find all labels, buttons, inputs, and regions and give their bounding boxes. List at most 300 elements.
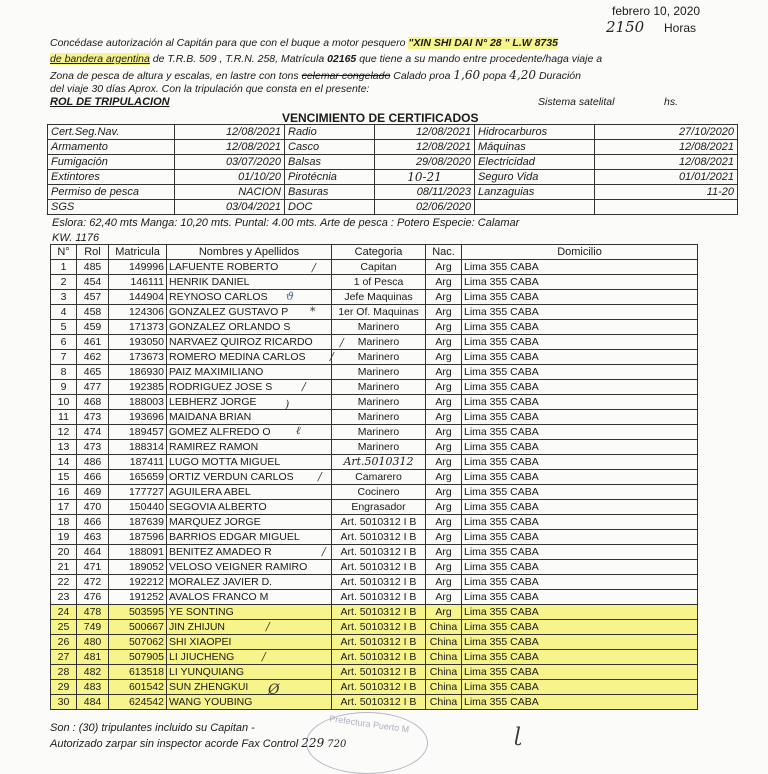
footer-line-1: Son : (30) tripulantes incluido su Capitan -: [50, 722, 255, 734]
crew-nationality: Arg: [426, 470, 462, 485]
check-mark: *: [310, 305, 316, 318]
cert-row: [48, 200, 738, 215]
crew-matricula: 188003: [109, 395, 167, 410]
crew-nationality: Arg: [426, 410, 462, 425]
dimensions-line: Eslora: 62,40 mts Manga: 10,20 mts. Puntal: 4.00 mts. Arte de pesca : Potero Especie: Calamar: [52, 217, 520, 229]
crew-address: Lima 355 CABA: [462, 485, 698, 500]
check-mark: /: [318, 470, 322, 483]
crew-address: Lima 355 CABA: [462, 545, 698, 560]
crew-category: Marinero: [332, 350, 426, 365]
crew-address: Lima 355 CABA: [462, 365, 698, 380]
crew-row: [51, 440, 698, 455]
crew-num: 1: [51, 260, 77, 275]
crew-row: [51, 665, 698, 680]
crew-nationality: Arg: [426, 365, 462, 380]
crew-matricula: 613518: [109, 665, 167, 680]
cert-name: SGS: [48, 200, 175, 215]
crew-matricula: 187411: [109, 455, 167, 470]
crew-category: Art. 5010312 I B: [332, 605, 426, 620]
cert-date: 12/08/2021: [375, 140, 475, 155]
cert-name: Radio: [285, 125, 375, 140]
crew-matricula: 191252: [109, 590, 167, 605]
header-name: Nombres y Apellidos: [167, 245, 332, 260]
crew-nationality: Arg: [426, 560, 462, 575]
check-mark: /: [302, 380, 306, 393]
crew-row: [51, 350, 698, 365]
crew-nationality: Arg: [426, 530, 462, 545]
crew-row: [51, 575, 698, 590]
crew-num: 2: [51, 275, 77, 290]
cert-name: Seguro Vida: [475, 170, 595, 185]
cert-date: 01/01/2021: [595, 170, 738, 185]
crew-name: ROMERO MEDINA CARLOS: [167, 350, 332, 365]
crew-row: [51, 275, 698, 290]
crew-num: 4: [51, 305, 77, 320]
crew-nationality: Arg: [426, 320, 462, 335]
crew-category: Art. 5010312 I B: [332, 515, 426, 530]
cert-title: VENCIMIENTO DE CERTIFICADOS: [282, 111, 479, 125]
crew-rol: 461: [77, 335, 109, 350]
crew-rol: 457: [77, 290, 109, 305]
crew-matricula: 187596: [109, 530, 167, 545]
crew-name: BENITEZ AMADEO R: [167, 545, 332, 560]
crew-row: [51, 590, 698, 605]
crew-rol: 466: [77, 470, 109, 485]
crew-name: AVALOS FRANCO M: [167, 590, 332, 605]
crew-num: 23: [51, 590, 77, 605]
crew-matricula: 500667: [109, 620, 167, 635]
footer-line-2: Autorizado zarpar sin inspector acorde Fax Control 229 720: [50, 736, 347, 750]
crew-table: [50, 244, 698, 710]
check-mark: /: [266, 620, 270, 633]
stamp-text: Prefectura Puerto M: [328, 713, 410, 735]
crew-rol: 483: [77, 680, 109, 695]
crew-nationality: Arg: [426, 440, 462, 455]
crew-matricula: 186930: [109, 365, 167, 380]
crew-name: BARRIOS EDGAR MIGUEL: [167, 530, 332, 545]
crew-rol: 478: [77, 605, 109, 620]
crew-row: [51, 335, 698, 350]
crew-name: RAMIREZ RAMON: [167, 440, 332, 455]
cert-date: NACION: [175, 185, 285, 200]
check-mark: /: [340, 336, 344, 349]
crew-matricula: 193050: [109, 335, 167, 350]
crew-name: MARQUEZ JORGE: [167, 515, 332, 530]
header-rol: Rol: [77, 245, 109, 260]
crew-rol: 482: [77, 665, 109, 680]
cert-row: [48, 170, 738, 185]
crew-address: Lima 355 CABA: [462, 620, 698, 635]
crew-address: Lima 355 CABA: [462, 605, 698, 620]
flag-text: de bandera argentina: [50, 53, 150, 65]
crew-category: Art. 5010312 I B: [332, 620, 426, 635]
crew-address: Lima 355 CABA: [462, 320, 698, 335]
crew-nationality: Arg: [426, 275, 462, 290]
crew-address: Lima 355 CABA: [462, 515, 698, 530]
crew-nationality: Arg: [426, 425, 462, 440]
crew-nationality: China: [426, 680, 462, 695]
crew-rol: 469: [77, 485, 109, 500]
check-mark: ): [285, 398, 290, 411]
crew-num: 17: [51, 500, 77, 515]
crew-category: Capitan: [332, 260, 426, 275]
crew-name: LAFUENTE ROBERTO: [167, 260, 332, 275]
cert-date: 11-20: [595, 185, 738, 200]
crew-matricula: 601542: [109, 680, 167, 695]
crew-category: Marinero: [332, 425, 426, 440]
crew-row: [51, 380, 698, 395]
crew-address: Lima 355 CABA: [462, 275, 698, 290]
crew-name: MAIDANA BRIAN: [167, 410, 332, 425]
crew-num: 6: [51, 335, 77, 350]
cert-date: 02/06/2020: [375, 200, 475, 215]
cert-name: Hidrocarburos: [475, 125, 595, 140]
crew-category: Art. 5010312 I B: [332, 665, 426, 680]
crew-row: [51, 365, 698, 380]
cert-name: Fumigación: [48, 155, 175, 170]
crew-row: [51, 515, 698, 530]
crew-nationality: China: [426, 695, 462, 710]
fax-number: 229: [301, 736, 325, 750]
check-mark: /: [330, 350, 334, 363]
cert-name: Lanzaguias: [475, 185, 595, 200]
signature-mark: ɭ: [514, 722, 522, 746]
crew-rol: 485: [77, 260, 109, 275]
crew-row: [51, 695, 698, 710]
crew-row: [51, 605, 698, 620]
calado-proa: 1,60: [453, 68, 481, 82]
crew-num: 16: [51, 485, 77, 500]
cert-row: [48, 155, 738, 170]
crew-matricula: 193696: [109, 410, 167, 425]
crew-num: 3: [51, 290, 77, 305]
crew-matricula: 188314: [109, 440, 167, 455]
crew-address: Lima 355 CABA: [462, 440, 698, 455]
crew-rol: 476: [77, 590, 109, 605]
cert-date: 29/08/2020: [375, 155, 475, 170]
crew-matricula: 188091: [109, 545, 167, 560]
crew-num: 22: [51, 575, 77, 590]
crew-rol: 470: [77, 500, 109, 515]
crew-matricula: 503595: [109, 605, 167, 620]
crew-matricula: 192212: [109, 575, 167, 590]
crew-address: Lima 355 CABA: [462, 695, 698, 710]
kw-line: KW. 1176: [52, 232, 100, 244]
crew-address: Lima 355 CABA: [462, 380, 698, 395]
cert-name: DOC: [285, 200, 375, 215]
crew-num: 12: [51, 425, 77, 440]
crew-rol: 468: [77, 395, 109, 410]
crew-name: GOMEZ ALFREDO O: [167, 425, 332, 440]
crew-matricula: 149996: [109, 260, 167, 275]
crew-matricula: 189457: [109, 425, 167, 440]
crew-name: LI YUNQUIANG: [167, 665, 332, 680]
crew-matricula: 507905: [109, 650, 167, 665]
crew-row: [51, 395, 698, 410]
crew-row: [51, 470, 698, 485]
crew-rol: 749: [77, 620, 109, 635]
crew-row: [51, 620, 698, 635]
crew-category: Art.5010312: [332, 455, 426, 470]
cert-date: [595, 200, 738, 215]
crew-address: Lima 355 CABA: [462, 350, 698, 365]
hs-label: hs.: [664, 96, 679, 108]
cert-date: 01/10/20: [175, 170, 285, 185]
header-num: N°: [51, 245, 77, 260]
certificates-table: [47, 124, 738, 215]
check-mark: /: [262, 650, 266, 663]
crew-address: Lima 355 CABA: [462, 470, 698, 485]
crew-rol: 474: [77, 425, 109, 440]
crew-num: 5: [51, 320, 77, 335]
crew-matricula: 177727: [109, 485, 167, 500]
crew-row: [51, 425, 698, 440]
official-stamp: [306, 712, 428, 774]
crew-name: WANG YOUBING: [167, 695, 332, 710]
crew-address: Lima 355 CABA: [462, 590, 698, 605]
crew-row: [51, 410, 698, 425]
crew-name: VELOSO VEIGNER RAMIRO: [167, 560, 332, 575]
crew-rol: 473: [77, 410, 109, 425]
crew-nationality: Arg: [426, 485, 462, 500]
crew-row: [51, 305, 698, 320]
crew-name: LEBHERZ JORGE: [167, 395, 332, 410]
crew-rol: 480: [77, 635, 109, 650]
crew-matricula: 173673: [109, 350, 167, 365]
crew-category: Art. 5010312 I B: [332, 635, 426, 650]
crew-num: 18: [51, 515, 77, 530]
crew-category: Jefe Maquinas: [332, 290, 426, 305]
crew-nationality: China: [426, 635, 462, 650]
crew-nationality: China: [426, 650, 462, 665]
crew-num: 25: [51, 620, 77, 635]
crew-name: NARVAEZ QUIROZ RICARDO: [167, 335, 332, 350]
crew-nationality: Arg: [426, 395, 462, 410]
crew-category: 1er Of. Maquinas: [332, 305, 426, 320]
crew-matricula: 171373: [109, 320, 167, 335]
crew-rol: 463: [77, 530, 109, 545]
crew-matricula: 507062: [109, 635, 167, 650]
crew-name: JIN ZHIJUN: [167, 620, 332, 635]
crew-nationality: Arg: [426, 260, 462, 275]
cert-name: Cert.Seg.Nav.: [48, 125, 175, 140]
crew-name: GONZALEZ GUSTAVO P: [167, 305, 332, 320]
crew-category: Marinero: [332, 335, 426, 350]
cert-name: [475, 200, 595, 215]
crew-num: 24: [51, 605, 77, 620]
crew-matricula: 144904: [109, 290, 167, 305]
crew-category: Art. 5010312 I B: [332, 680, 426, 695]
crew-num: 21: [51, 560, 77, 575]
crew-category: Marinero: [332, 440, 426, 455]
cert-row: [48, 185, 738, 200]
crew-rol: 462: [77, 350, 109, 365]
crew-nationality: China: [426, 620, 462, 635]
check-mark: Ø: [268, 682, 280, 698]
crew-nationality: Arg: [426, 545, 462, 560]
crew-category: Cocinero: [332, 485, 426, 500]
cert-name: Extintores: [48, 170, 175, 185]
crew-name: ORTIZ VERDUN CARLOS: [167, 470, 332, 485]
crew-rol: 473: [77, 440, 109, 455]
cert-name: Balsas: [285, 155, 375, 170]
crew-rol: 466: [77, 515, 109, 530]
crew-row: [51, 530, 698, 545]
crew-matricula: 165659: [109, 470, 167, 485]
crew-nationality: Arg: [426, 455, 462, 470]
crew-address: Lima 355 CABA: [462, 260, 698, 275]
crew-name: HENRIK DANIEL: [167, 275, 332, 290]
check-mark: /: [322, 545, 326, 558]
crew-rol: 481: [77, 650, 109, 665]
crew-name: LUGO MOTTA MIGUEL: [167, 455, 332, 470]
crew-category: Marinero: [332, 380, 426, 395]
crew-category: Marinero: [332, 365, 426, 380]
crew-rol: 459: [77, 320, 109, 335]
crew-rol: 454: [77, 275, 109, 290]
crew-rol: 464: [77, 545, 109, 560]
crew-matricula: 624542: [109, 695, 167, 710]
crew-row: [51, 455, 698, 470]
crew-row: [51, 680, 698, 695]
crew-nationality: Arg: [426, 335, 462, 350]
crew-row: [51, 560, 698, 575]
crew-nationality: Arg: [426, 290, 462, 305]
crew-nationality: Arg: [426, 305, 462, 320]
crew-row: [51, 635, 698, 650]
crew-name: REYNOSO CARLOS: [167, 290, 332, 305]
crew-rol: 458: [77, 305, 109, 320]
crew-num: 27: [51, 650, 77, 665]
cert-date: 03/07/2020: [175, 155, 285, 170]
crew-name: AGUILERA ABEL: [167, 485, 332, 500]
crew-num: 29: [51, 680, 77, 695]
crew-num: 8: [51, 365, 77, 380]
crew-category: Art. 5010312 I B: [332, 590, 426, 605]
crew-row: [51, 545, 698, 560]
header-nationality: Nac.: [426, 245, 462, 260]
crew-nationality: Arg: [426, 380, 462, 395]
crew-address: Lima 355 CABA: [462, 395, 698, 410]
cert-name: Máquinas: [475, 140, 595, 155]
cert-date: 12/08/2021: [175, 125, 285, 140]
crew-rol: 465: [77, 365, 109, 380]
crew-category: Art. 5010312 I B: [332, 695, 426, 710]
intro-line-1: Concédase autorización al Capitán para que con el buque a motor pesquero "XIN SHI DAI N° 28 " L.W 8735: [50, 37, 558, 49]
crew-nationality: China: [426, 665, 462, 680]
header-category: Categoria: [332, 245, 426, 260]
crew-address: Lima 355 CABA: [462, 335, 698, 350]
crew-name: SUN ZHENGKUI: [167, 680, 332, 695]
check-mark: /: [312, 261, 316, 274]
crew-num: 26: [51, 635, 77, 650]
crew-matricula: 124306: [109, 305, 167, 320]
crew-rol: 472: [77, 575, 109, 590]
crew-address: Lima 355 CABA: [462, 410, 698, 425]
intro-line-4: del viaje 30 días Aprox. Con la tripulación que consta en el presente:: [50, 83, 370, 95]
crew-name: GONZALEZ ORLANDO S: [167, 320, 332, 335]
crew-address: Lima 355 CABA: [462, 455, 698, 470]
crew-rol: 471: [77, 560, 109, 575]
crew-row: [51, 260, 698, 275]
crew-row: [51, 500, 698, 515]
crew-name: PAIZ MAXIMILIANO: [167, 365, 332, 380]
cert-date: 12/08/2021: [175, 140, 285, 155]
crew-num: 15: [51, 470, 77, 485]
crew-row: [51, 485, 698, 500]
crew-address: Lima 355 CABA: [462, 305, 698, 320]
cert-date: 08/11/2023: [375, 185, 475, 200]
crew-nationality: Arg: [426, 575, 462, 590]
time-label: Horas: [664, 21, 697, 35]
crew-num: 30: [51, 695, 77, 710]
cert-name: Pirotécnia: [285, 170, 375, 185]
crew-num: 28: [51, 665, 77, 680]
header-matricula: Matricula: [109, 245, 167, 260]
crew-num: 20: [51, 545, 77, 560]
document-date: febrero 10, 2020: [612, 4, 701, 18]
crew-matricula: 189052: [109, 560, 167, 575]
crew-name: SHI XIAOPEI: [167, 635, 332, 650]
crew-num: 13: [51, 440, 77, 455]
crew-address: Lima 355 CABA: [462, 635, 698, 650]
cert-date: 12/08/2021: [595, 140, 738, 155]
crew-num: 19: [51, 530, 77, 545]
check-mark: ϑ: [286, 290, 294, 303]
crew-matricula: 150440: [109, 500, 167, 515]
crew-category: 1 of Pesca: [332, 275, 426, 290]
crew-category: Marinero: [332, 410, 426, 425]
crew-name: RODRIGUEZ JOSE S: [167, 380, 332, 395]
crew-nationality: Arg: [426, 515, 462, 530]
crew-row: [51, 290, 698, 305]
cert-row: [48, 125, 738, 140]
crew-address: Lima 355 CABA: [462, 425, 698, 440]
crew-category: Engrasador: [332, 500, 426, 515]
crew-category: Art. 5010312 I B: [332, 650, 426, 665]
crew-name: MORALEZ JAVIER D.: [167, 575, 332, 590]
vessel-name: "XIN SHI DAI N° 28 " L.W 8735: [408, 37, 558, 49]
crew-address: Lima 355 CABA: [462, 575, 698, 590]
cert-name: Casco: [285, 140, 375, 155]
crew-num: 11: [51, 410, 77, 425]
crew-category: Art. 5010312 I B: [332, 530, 426, 545]
crew-matricula: 192385: [109, 380, 167, 395]
cert-name: Electricidad: [475, 155, 595, 170]
cert-date: 03/04/2021: [175, 200, 285, 215]
fax-number-2: 720: [327, 739, 347, 750]
crew-category: Art. 5010312 I B: [332, 560, 426, 575]
cert-name: Permiso de pesca: [48, 185, 175, 200]
crew-address: Lima 355 CABA: [462, 530, 698, 545]
cert-date: 12/08/2021: [595, 155, 738, 170]
crew-address: Lima 355 CABA: [462, 290, 698, 305]
crew-matricula: 146111: [109, 275, 167, 290]
header-address: Domicilio: [462, 245, 698, 260]
check-mark: ℓ: [296, 424, 301, 437]
crew-num: 9: [51, 380, 77, 395]
intro-line-3: Zona de pesca de altura y escalas, en lastre con tons celemar congelado Calado proa 1,60 popa 4,20 Duración: [50, 68, 581, 82]
crew-name: SEGOVIA ALBERTO: [167, 500, 332, 515]
crew-nationality: Arg: [426, 605, 462, 620]
cert-name: Armamento: [48, 140, 175, 155]
crew-num: 10: [51, 395, 77, 410]
crew-nationality: Arg: [426, 350, 462, 365]
cert-name: Basuras: [285, 185, 375, 200]
crew-row: [51, 320, 698, 335]
struck-text: celemar congelado: [301, 70, 391, 82]
crew-category: Art. 5010312 I B: [332, 545, 426, 560]
